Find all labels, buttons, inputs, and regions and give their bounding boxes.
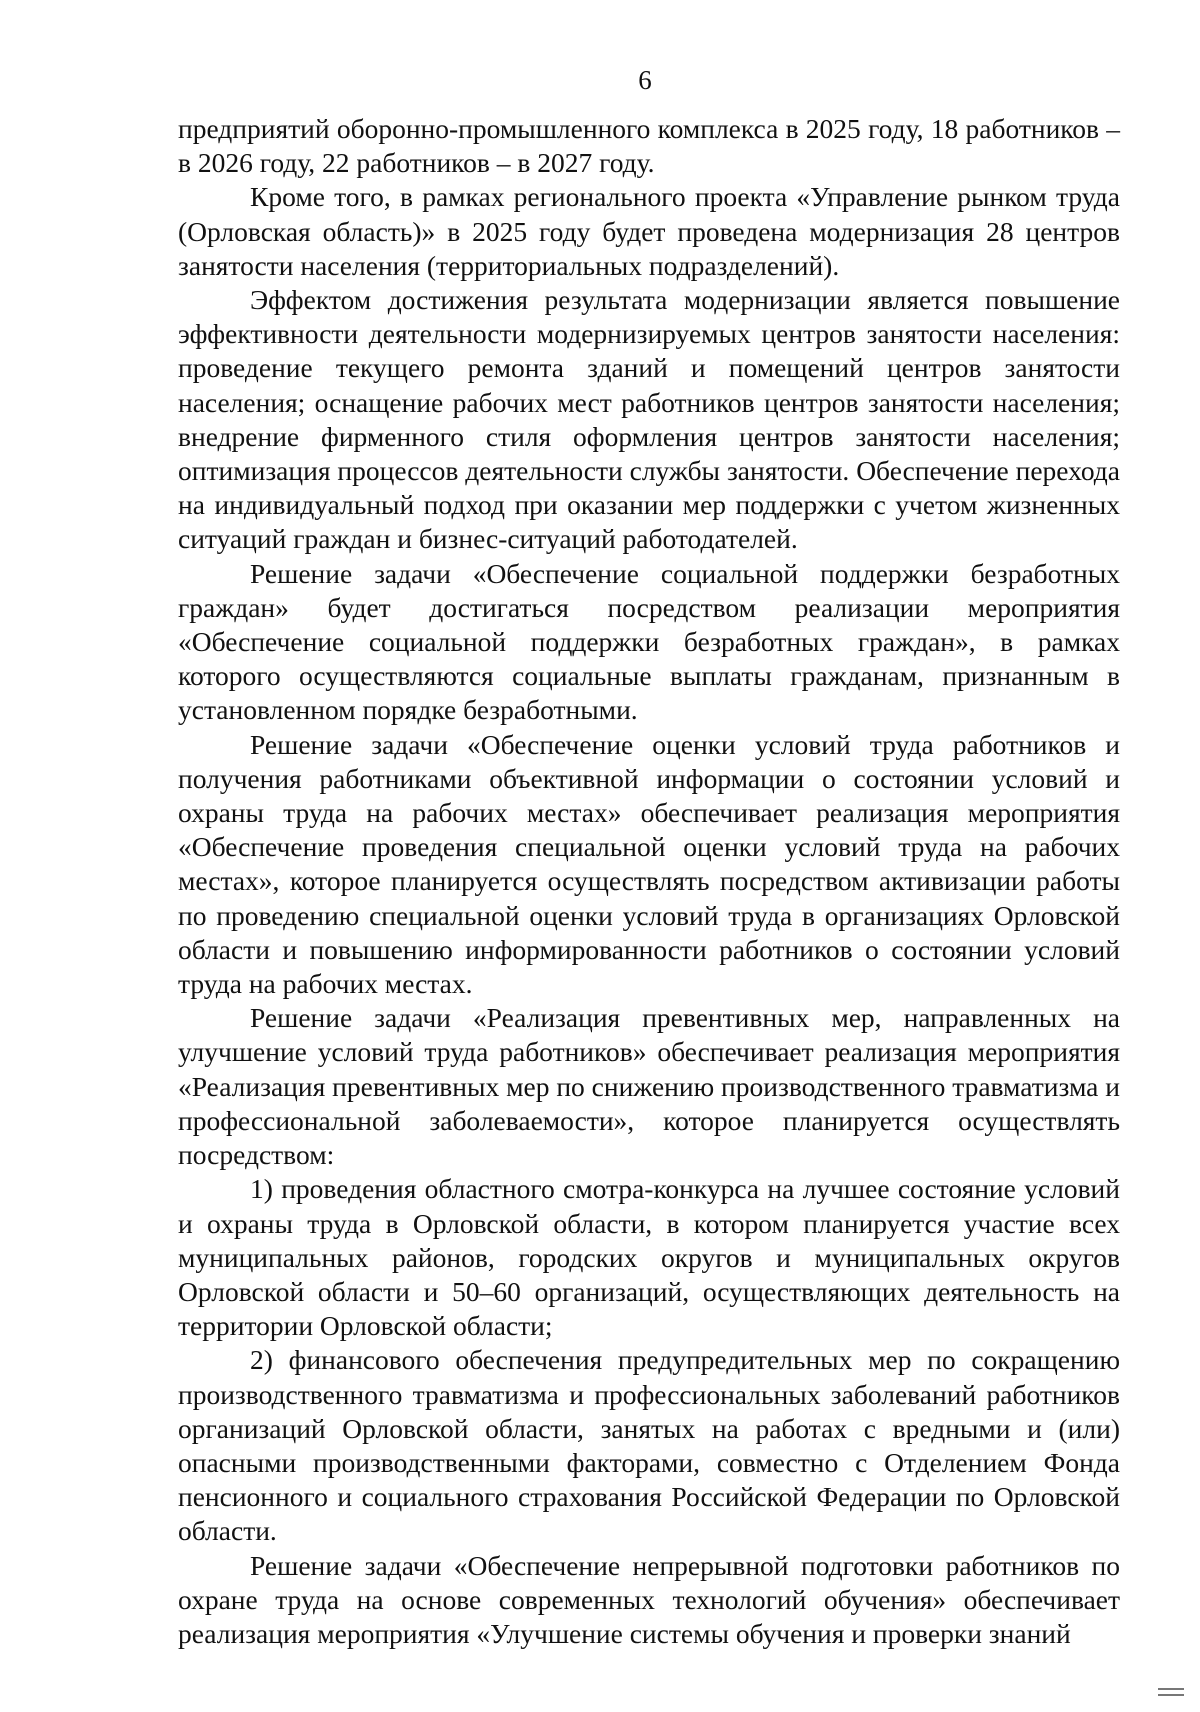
page-number: 6	[638, 65, 652, 95]
paragraph-continuation: предприятий оборонно-промышленного комплекса в 2025 году, 18 работников – в 2026 году, 22 работников – в 2027 году.	[178, 113, 1120, 179]
scan-corner-mark	[1158, 1688, 1184, 1702]
paragraph-item-1-contest: 1) проведения областного смотра-конкурса на лучшее состояние условий и охраны труда в Орловской области, в котором планируется участие всех муниципальных районов, городских округов и муниципальных округов Орловской области и 50–60 организаций, осуществляющих деятельность на территории Орловской области;	[178, 1173, 1120, 1342]
paragraph-social-support: Решение задачи «Обеспечение социальной поддержки безработных граждан» будет достигаться посредством реализации мероприятия «Обеспечение социальной поддержки безработных граждан», в рамках которого осуществляются социальные выплаты гражданам, признанным в установленном порядке безработными.	[178, 557, 1120, 726]
paragraph-working-conditions-assessment: Решение задачи «Обеспечение оценки условий труда работников и получения работниками объективной информации о состоянии условий и охраны труда на рабочих местах» обеспечивает реализация мероприятия «Обеспечение проведения специальной оценки условий труда на рабочих местах», которое планируется осуществлять посредством активизации работы по проведению специальной оценки условий труда в организациях Орловской области и повышению информированности работников о состоянии условий труда на рабочих местах.	[178, 728, 1120, 1000]
paragraph-training: Решение задачи «Обеспечение непрерывной подготовки работников по охране труда на основе современных технологий обучения» обеспечивает реализация мероприятия «Улучшение системы обучения и проверки знаний	[178, 1549, 1120, 1649]
paragraph-preventive-measures: Решение задачи «Реализация превентивных мер, направленных на улучшение условий труда работников» обеспечивает реализация мероприятия «Реализация превентивных мер по снижению производственного травматизма и профессиональной заболеваемости», которое планируется осуществлять посредством:	[178, 1002, 1120, 1171]
paragraph-modernization-project: Кроме того, в рамках регионального проекта «Управление рынком труда (Орловская область)» в 2025 году будет проведена модернизация 28 центров занятости населения (территориальных подразделений).	[178, 181, 1120, 281]
paragraph-item-2-financing: 2) финансового обеспечения предупредительных мер по сокращению производственного травматизма и профессиональных заболеваний работников организаций Орловской области, занятых на работах с вредными и (или) опасными производственными факторами, совместно с Отделением Фонда пенсионного и социального страхования Российской Федерации по Орловской области.	[178, 1344, 1120, 1547]
document-body	[178, 112, 1120, 1651]
paragraph-modernization-effect: Эффектом достижения результата модернизации является повышение эффективности деятельности модернизируемых центров занятости населения: проведение текущего ремонта зданий и помещений центров занятости населения; оснащение рабочих мест работников центров занятости населения; внедрение фирменного стиля оформления центров занятости населения; оптимизация процессов деятельности службы занятости. Обеспечение перехода на индивидуальный подход при оказании мер поддержки с учетом жизненных ситуаций граждан и бизнес-ситуаций работодателей.	[178, 284, 1120, 555]
